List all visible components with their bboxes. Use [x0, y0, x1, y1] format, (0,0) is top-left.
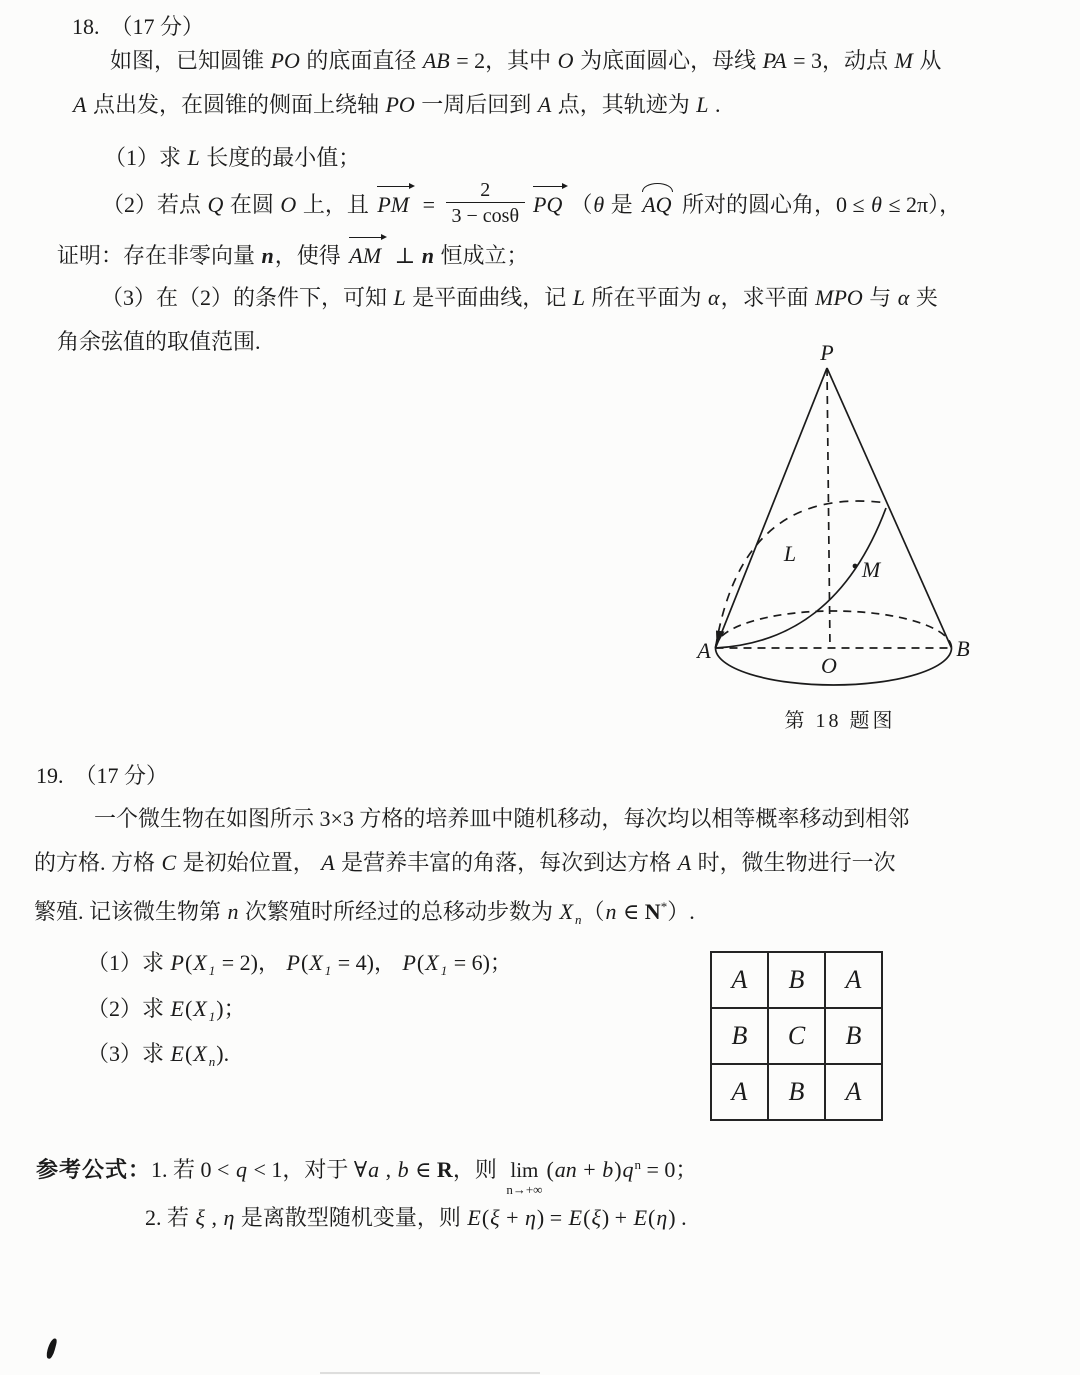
label-l: L — [783, 541, 797, 566]
problem18-header — [72, 12, 204, 42]
text-run: 上，且 — [297, 192, 375, 217]
text-run: X — [193, 996, 207, 1021]
text-run: n — [261, 243, 274, 268]
text-run: E — [568, 1205, 583, 1230]
text-run: X — [559, 899, 573, 924]
text-run: 18. — [72, 14, 122, 39]
grid-cell-r2c0: A — [711, 1064, 768, 1120]
text-run: ) — [614, 1157, 622, 1182]
text-run: ⊥ — [389, 243, 421, 268]
cone-figure — [690, 342, 990, 742]
text-run: α — [897, 285, 910, 310]
text-run: θ — [871, 192, 882, 217]
text-run: （ — [570, 192, 593, 217]
text-run: （ — [582, 899, 605, 924]
stray-ink-mark — [45, 1337, 57, 1359]
text-run: < 1，对于 ∀ — [247, 1157, 368, 1182]
text-run: 次繁殖时所经过的总移动步数为 — [239, 899, 559, 924]
text-run: 是平面曲线，记 — [406, 285, 572, 310]
text-run: = 0； — [641, 1157, 698, 1182]
text-run: L — [572, 285, 586, 310]
grid-cell-r1c0: B — [711, 1008, 768, 1064]
text-run: 19. — [36, 763, 86, 788]
text-run: 与 — [863, 285, 897, 310]
text-run: 所对的圆心角，0 ≤ — [676, 192, 871, 217]
vector-overline: AM — [348, 233, 385, 271]
text-run: η — [656, 1205, 668, 1230]
label-b: B — [956, 636, 970, 661]
fraction — [446, 179, 526, 228]
text-run: A — [537, 92, 552, 117]
text-run: = 6)； — [448, 950, 512, 975]
problem19-part3 — [87, 1039, 229, 1077]
text-run: ( — [416, 950, 425, 975]
grid-row-2 — [711, 1064, 882, 1120]
text-run: ( — [184, 1041, 193, 1066]
grid-cell-r0c2: A — [825, 952, 882, 1008]
text-run: P — [402, 950, 416, 975]
text-run: PA — [762, 48, 787, 73]
text-run: η — [525, 1205, 536, 1230]
text-run: MPO — [815, 285, 863, 310]
text-run: A — [321, 850, 335, 875]
text-run: O — [280, 192, 297, 217]
subscript: 1 — [208, 1009, 216, 1024]
problem19-part2 — [87, 994, 246, 1032]
arc-overline: AQ — [640, 181, 674, 220]
text-run: ξ — [490, 1205, 500, 1230]
text-run: ( — [481, 1205, 490, 1230]
text-run: 证明：存在非零向量 — [57, 243, 261, 268]
text-run: ）. — [667, 899, 695, 924]
problem18-statement-line1 — [110, 46, 941, 76]
text-run: n — [421, 243, 434, 268]
text-run: . — [709, 92, 721, 117]
text-run: 的方格. 方格 — [34, 850, 161, 875]
cone-right-generatrix — [827, 368, 952, 648]
text-run: a — [368, 1157, 380, 1182]
text-run: = 2)， — [216, 950, 286, 975]
label-p: P — [820, 342, 834, 365]
problem19-header — [36, 761, 168, 791]
text-run: 从 — [913, 48, 942, 73]
problem19-part1 — [87, 948, 512, 986]
text-run: A — [677, 850, 692, 875]
text-run: 时，微生物进行一次 — [692, 850, 896, 875]
problem19-statement-line2 — [34, 848, 896, 878]
text-run: 的底面直径 — [300, 48, 422, 73]
text-run: （17 分） — [121, 14, 205, 39]
subscript: 1 — [324, 963, 332, 978]
track-arrowhead — [716, 631, 725, 647]
text-run: ). — [216, 1041, 230, 1066]
text-run: 是 — [605, 192, 639, 217]
label-a: A — [697, 638, 711, 663]
reference-formula-2 — [145, 1203, 687, 1233]
subscript: 1 — [208, 963, 216, 978]
text-run: （2）若点 — [102, 192, 207, 217]
superscript: n — [634, 1157, 642, 1172]
grid-cell-r0c0: A — [711, 952, 768, 1008]
text-run: ) = — [536, 1205, 568, 1230]
track-curve-front — [716, 508, 887, 648]
text-run: ξ — [591, 1205, 601, 1230]
text-run: = 4)， — [332, 950, 402, 975]
grid-cell-r0c1: B — [768, 952, 825, 1008]
problem18-part3-line2 — [57, 327, 261, 357]
text-run: Q — [207, 192, 224, 217]
text-run: （3）在（2）的条件下，可知 — [101, 285, 393, 310]
text-run: （2）求 — [87, 996, 170, 1021]
text-run: ，求平面 — [720, 285, 815, 310]
petri-grid-table — [710, 951, 883, 1121]
problem19-statement-line1 — [94, 804, 909, 834]
text-run: L — [187, 145, 200, 170]
text-run: E — [170, 1041, 184, 1066]
text-run: 是初始位置， — [177, 850, 321, 875]
text-run: = — [417, 192, 441, 217]
text-run: X — [193, 1041, 207, 1066]
label-o: O — [821, 653, 837, 678]
limit-notation — [506, 1157, 543, 1197]
text-run: PO — [385, 92, 415, 117]
cone-axis-po — [827, 368, 830, 648]
text-run: 点，其轨迹为 — [552, 92, 696, 117]
text-run: （1）求 — [104, 145, 187, 170]
text-run: ( — [184, 996, 193, 1021]
text-run: 一个微生物在如图所示 3×3 方格的培养皿中随机移动，每次均以相等概率移动到相邻 — [94, 806, 910, 831]
vector-overline: PQ — [532, 182, 566, 220]
text-run: AB — [422, 48, 450, 73]
grid-cell-r2c1: B — [768, 1064, 825, 1120]
text-run: R — [436, 1157, 453, 1182]
text-run: 1. 若 0 < — [151, 1157, 235, 1182]
text-run: = 3，动点 — [787, 48, 894, 73]
limit-operator: lim — [510, 1157, 539, 1182]
text-run: 角余弦值的取值范围. — [57, 329, 261, 354]
superscript: * — [660, 899, 668, 914]
text-run: + — [500, 1205, 524, 1230]
problem18-part3-line1 — [101, 283, 938, 313]
scan-edge-artifact — [320, 1372, 540, 1374]
text-run: )； — [216, 996, 246, 1021]
text-run: q — [622, 1157, 634, 1182]
text-run: α — [708, 285, 720, 310]
text-run: 在圆 — [224, 192, 280, 217]
text-run: 是营养丰富的角落，每次到达方格 — [335, 850, 677, 875]
text-run: 恒成立； — [435, 243, 529, 268]
text-run: ) . — [668, 1205, 687, 1230]
text-run: E — [170, 996, 184, 1021]
text-run: ( — [648, 1205, 656, 1230]
text-run: （1）求 — [87, 950, 170, 975]
text-run: 点出发，在圆锥的侧面上绕轴 — [87, 92, 385, 117]
fraction-numerator: 2 — [480, 179, 491, 202]
grid-row-0 — [711, 952, 882, 1008]
subscript: 1 — [440, 963, 448, 978]
text-run: （3）求 — [87, 1041, 170, 1066]
text-run: 一周后回到 — [415, 92, 537, 117]
text-run: O — [557, 48, 574, 73]
text-run: P — [286, 950, 300, 975]
text-run: 如图，已知圆锥 — [110, 48, 270, 73]
text-run: A — [73, 92, 87, 117]
text-run: , — [205, 1205, 223, 1230]
text-run: n — [605, 899, 617, 924]
text-run: E — [633, 1205, 648, 1230]
text-run: ( — [300, 950, 309, 975]
text-run: + — [577, 1157, 602, 1182]
text-run: P — [170, 950, 184, 975]
problem18-part1 — [104, 143, 360, 173]
reference-formula-1 — [36, 1150, 698, 1197]
text-run: 是离散型随机变量，则 — [235, 1205, 467, 1230]
text-run: 2. 若 — [145, 1205, 195, 1230]
text-run: ≤ 2π）， — [882, 192, 962, 217]
text-run: 夹 — [910, 285, 938, 310]
text-run: 繁殖. 记该微生物第 — [34, 899, 227, 924]
text-run: X — [309, 950, 323, 975]
problem18-proof-line — [57, 233, 529, 271]
grid-cell-r1c1: C — [768, 1008, 825, 1064]
fraction-denominator: 3 − cosθ — [446, 202, 526, 228]
text-run: ) + — [601, 1205, 633, 1230]
text-run: X — [193, 950, 207, 975]
text-run: ，则 — [452, 1157, 503, 1182]
text-run: b — [397, 1157, 409, 1182]
text-run: , — [380, 1157, 397, 1182]
vector-overline: PM — [376, 182, 413, 220]
text-run: = 2，其中 — [450, 48, 557, 73]
text-run: 为底面圆心，母线 — [574, 48, 762, 73]
text-run: （17 分） — [85, 763, 169, 788]
text-run: ( — [546, 1157, 554, 1182]
text-run: ∈ — [617, 899, 645, 924]
text-run: ξ — [195, 1205, 205, 1230]
problem18-statement-line2 — [72, 90, 721, 120]
text-run: n — [227, 899, 239, 924]
text-run: ( — [583, 1205, 591, 1230]
text-run: E — [467, 1205, 481, 1230]
text-run: C — [161, 850, 177, 875]
text-run: η — [223, 1205, 235, 1230]
subscript: n — [574, 912, 582, 927]
grid-cell-r2c2: A — [825, 1064, 882, 1120]
text-run: ( — [184, 950, 193, 975]
text-run: 参考公式： — [36, 1157, 152, 1182]
text-run: 所在平面为 — [586, 285, 708, 310]
cone-diagram-svg — [690, 342, 990, 700]
text-run: N — [644, 899, 661, 924]
figure-caption: 第 18 题图 — [784, 710, 896, 732]
problem18-part2 — [102, 181, 961, 231]
text-run: θ — [593, 192, 605, 217]
label-m: M — [861, 557, 881, 582]
text-run: 长度的最小值； — [200, 145, 361, 170]
text-run: ∈ — [409, 1157, 437, 1182]
text-run: L — [393, 285, 406, 310]
problem19-statement-line3 — [34, 892, 695, 935]
text-run: X — [425, 950, 439, 975]
text-run: PO — [270, 48, 300, 73]
text-run: q — [235, 1157, 247, 1182]
text-run: M — [894, 48, 913, 73]
text-run: ，使得 — [274, 243, 347, 268]
text-run: L — [696, 92, 709, 117]
text-run: b — [602, 1157, 614, 1182]
grid-cell-r1c2: B — [825, 1008, 882, 1064]
point-m-dot — [853, 564, 858, 569]
limit-subscript: n→+∞ — [506, 1181, 543, 1197]
text-run: an — [554, 1157, 577, 1182]
subscript: n — [208, 1054, 216, 1069]
grid-row-1 — [711, 1008, 882, 1064]
